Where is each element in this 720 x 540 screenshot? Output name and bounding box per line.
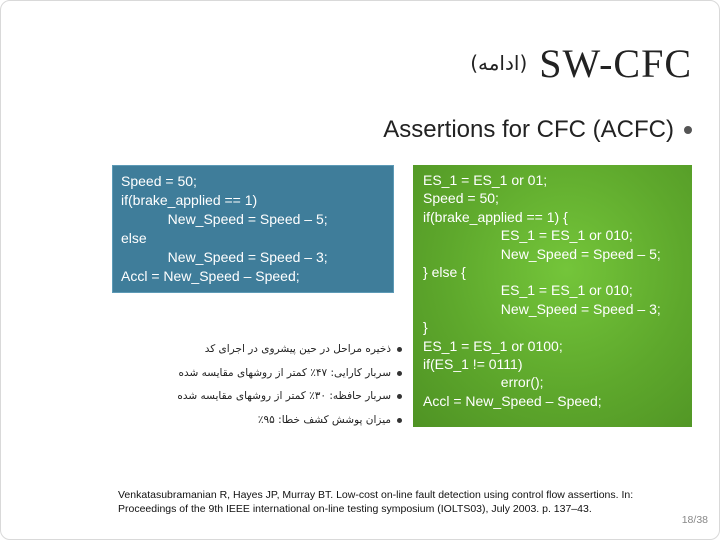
- code-line: Accl = New_Speed – Speed;: [121, 268, 300, 284]
- original-code-box: [112, 165, 394, 293]
- title-english: SW-CFC: [539, 40, 692, 86]
- code-line: else: [121, 230, 147, 246]
- subtitle: [383, 116, 692, 144]
- list-item: [112, 385, 402, 409]
- code-line: } else {: [423, 264, 466, 281]
- code-line: New_Speed = Speed – 3;: [121, 249, 328, 265]
- bullet-icon: [684, 126, 692, 134]
- code-line: if(brake_applied == 1) {: [423, 208, 568, 225]
- list-item: [112, 409, 402, 433]
- code-line: Speed = 50;: [121, 173, 197, 189]
- persian-bullet-list: [112, 338, 402, 432]
- list-item-text: سربار کارایی: ۴۷٪ کمتر از روشهای مقایسه شده: [178, 366, 391, 379]
- list-item-text: سربار حافظه: ۳۰٪ کمتر از روشهای مقایسه شده: [177, 390, 391, 402]
- code-line: New_Speed = Speed – 5;: [121, 211, 328, 227]
- code-line: if(brake_applied == 1): [121, 192, 258, 208]
- code-line: error();: [423, 374, 544, 391]
- subtitle-text: Assertions for CFC (ACFC): [383, 116, 674, 143]
- bullet-icon: [397, 394, 402, 399]
- code-line: ES_1 = ES_1 or 010;: [423, 227, 633, 244]
- instrumented-code-box: [413, 165, 692, 427]
- bullet-icon: [397, 371, 402, 376]
- code-line: ES_1 = ES_1 or 0100;: [423, 337, 563, 354]
- list-item: [112, 338, 402, 362]
- code-line: Accl = New_Speed – Speed;: [423, 392, 602, 409]
- code-line: New_Speed = Speed – 5;: [423, 245, 661, 262]
- code-line: Speed = 50;: [423, 190, 499, 207]
- bullet-icon: [397, 347, 402, 352]
- code-line: New_Speed = Speed – 3;: [423, 300, 661, 317]
- list-item-text: میزان پوشش کشف خطا: ۹۵٪: [257, 413, 391, 426]
- reference-citation: Venkatasubramanian R, Hayes JP, Murray BT. Low-cost on-line fault detection using control flow assertions. In: Proceedings of the 9th IEEE international on-line testing symposium (IOLTS03), July 2003. p. 137–43.: [118, 489, 634, 515]
- code-line: if(ES_1 != 0111): [423, 356, 523, 373]
- list-item: [112, 362, 402, 386]
- bullet-icon: [397, 418, 402, 423]
- code-line: ES_1 = ES_1 or 010;: [423, 282, 633, 299]
- slide-title: [470, 38, 692, 88]
- title-persian: (ادامه): [470, 51, 528, 75]
- code-line: }: [423, 319, 428, 336]
- list-item-text: ذخیره مراحل در حین پیشروی در اجرای کد: [204, 343, 391, 355]
- page-number: 18/38: [681, 514, 708, 526]
- code-line: ES_1 = ES_1 or 01;: [423, 172, 548, 188]
